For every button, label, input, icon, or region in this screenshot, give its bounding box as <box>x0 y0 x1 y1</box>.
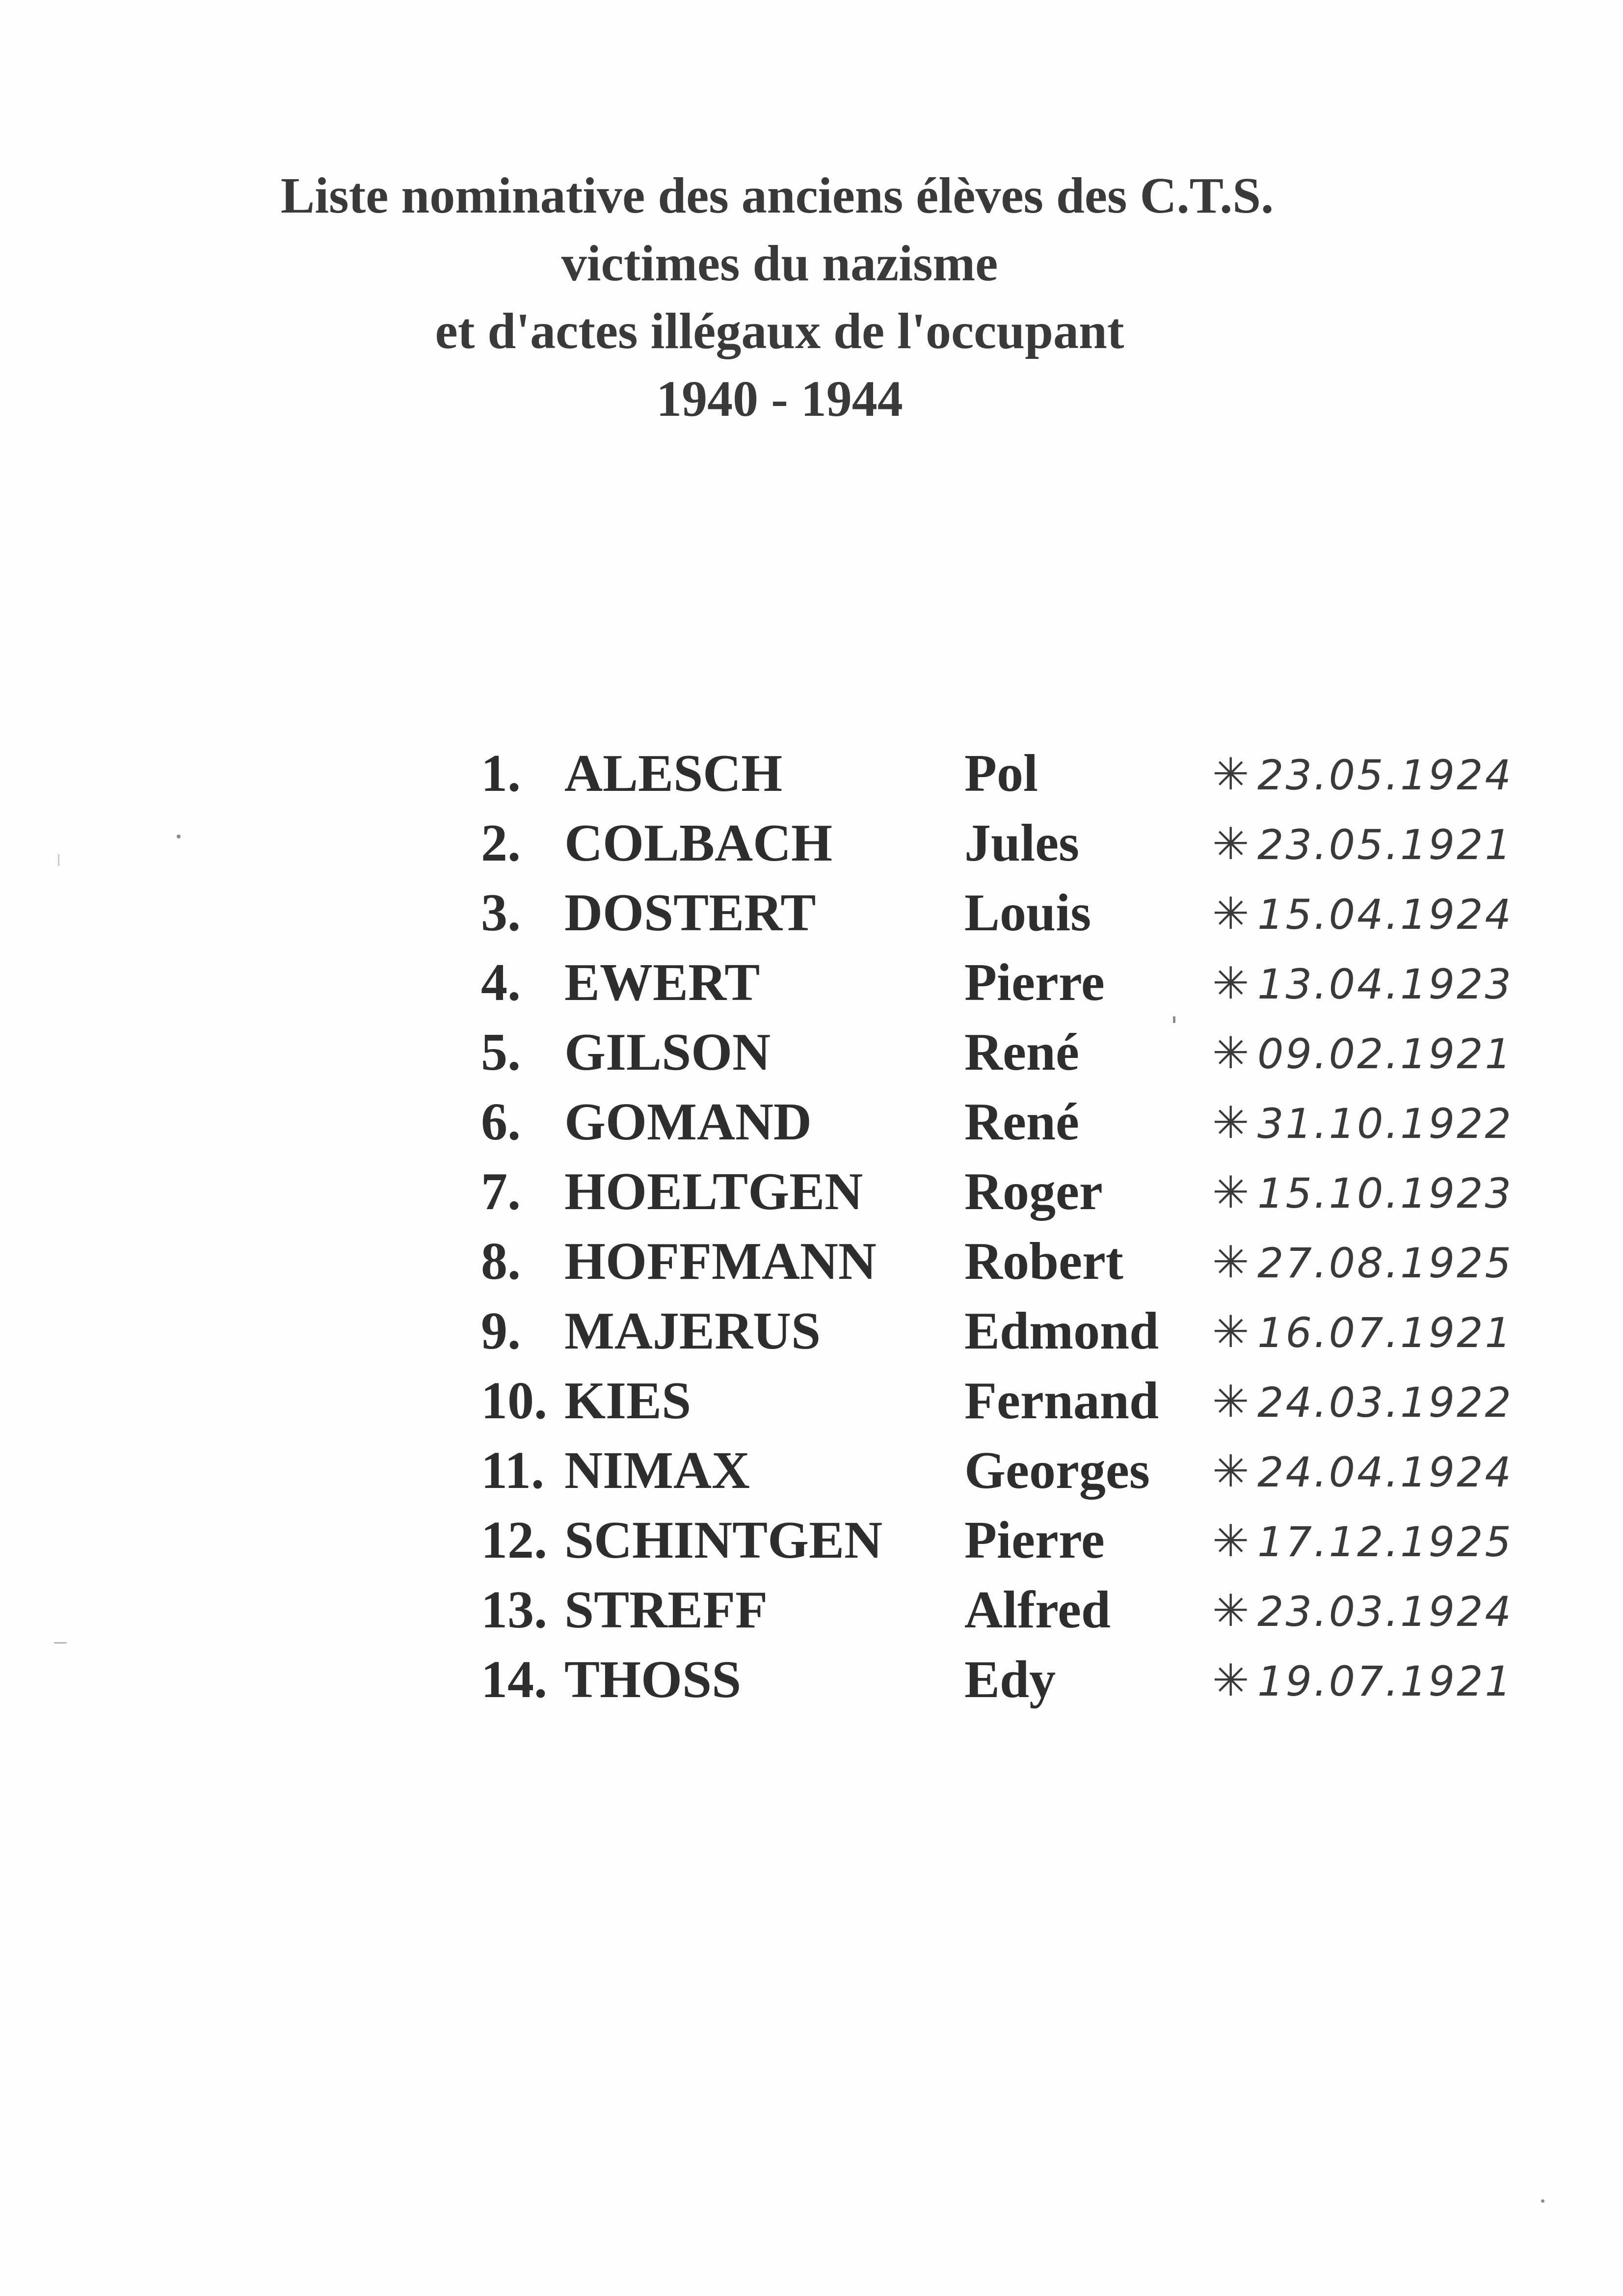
list-item <box>481 1436 1610 1506</box>
entry-surname: ALESCH <box>564 744 783 803</box>
list-item <box>481 809 1610 878</box>
list-item <box>481 1366 1610 1436</box>
entry-birth <box>1212 1091 1513 1156</box>
entry-number: 2. <box>481 814 521 872</box>
scan-speck <box>1173 1016 1175 1023</box>
entry-number: 11. <box>481 1441 545 1500</box>
document-title <box>0 162 1623 433</box>
entry-number: 7. <box>481 1162 521 1221</box>
entry-birth-date: 15.04.1924 <box>1257 891 1513 939</box>
birth-asterisk-icon: ✳ <box>1212 1655 1251 1706</box>
list-item <box>481 948 1610 1018</box>
entry-surname: STREFF <box>564 1581 768 1639</box>
entry-birth-date: 23.05.1921 <box>1257 821 1513 869</box>
list-item <box>481 1645 1610 1715</box>
entry-birth <box>1212 1300 1513 1365</box>
title-line-2: victimes du nazisme <box>561 235 998 292</box>
scan-speck <box>177 835 181 838</box>
birth-asterisk-icon: ✳ <box>1212 1446 1251 1497</box>
entry-birth-date: 23.03.1924 <box>1257 1588 1513 1636</box>
birth-asterisk-icon: ✳ <box>1212 1585 1251 1637</box>
list-item <box>481 1018 1610 1087</box>
entry-birth <box>1212 1370 1513 1434</box>
entry-number: 3. <box>481 884 521 942</box>
entry-firstname: Edy <box>964 1650 1056 1709</box>
entry-number: 14. <box>481 1650 547 1709</box>
list-item <box>481 1506 1610 1575</box>
birth-asterisk-icon: ✳ <box>1212 1515 1251 1567</box>
birth-asterisk-icon: ✳ <box>1212 1097 1251 1149</box>
entry-birth <box>1212 743 1513 807</box>
list-item <box>481 1157 1610 1227</box>
birth-asterisk-icon: ✳ <box>1212 1027 1251 1079</box>
entry-surname: HOELTGEN <box>564 1162 863 1221</box>
list-item <box>481 739 1610 809</box>
entry-surname: KIES <box>564 1372 692 1430</box>
entry-birth <box>1212 812 1513 877</box>
entry-surname: NIMAX <box>564 1441 750 1500</box>
entry-firstname: René <box>964 1023 1079 1081</box>
birth-asterisk-icon: ✳ <box>1212 1306 1251 1358</box>
birth-asterisk-icon: ✳ <box>1212 749 1251 800</box>
entry-surname: MAJERUS <box>564 1302 821 1360</box>
scan-speck <box>1541 2199 1544 2203</box>
entry-firstname: Robert <box>964 1232 1123 1291</box>
title-line-3: et d'actes illégaux de l'occupant <box>435 303 1124 359</box>
entry-firstname: Pierre <box>964 1511 1105 1569</box>
entry-birth <box>1212 1440 1513 1504</box>
entry-firstname: Roger <box>964 1162 1103 1221</box>
victim-list <box>481 739 1610 1715</box>
entry-birth-date: 09.02.1921 <box>1257 1030 1513 1078</box>
entry-number: 12. <box>481 1511 547 1569</box>
entry-birth-date: 16.07.1921 <box>1257 1309 1513 1357</box>
entry-birth-date: 17.12.1925 <box>1257 1518 1513 1566</box>
entry-birth-date: 27.08.1925 <box>1257 1239 1513 1287</box>
entry-firstname: Georges <box>964 1441 1150 1500</box>
entry-firstname: Fernand <box>964 1372 1159 1430</box>
entry-surname: GOMAND <box>564 1093 812 1151</box>
entry-surname: SCHINTGEN <box>564 1511 883 1569</box>
entry-number: 13. <box>481 1581 547 1639</box>
birth-asterisk-icon: ✳ <box>1212 958 1251 1009</box>
entry-number: 8. <box>481 1232 521 1291</box>
list-item <box>481 1087 1610 1157</box>
entry-surname: DOSTERT <box>564 884 816 942</box>
list-item <box>481 878 1610 948</box>
entry-birth-date: 23.05.1924 <box>1257 751 1513 799</box>
entry-firstname: Jules <box>964 814 1080 872</box>
entry-number: 9. <box>481 1302 521 1360</box>
entry-birth-date: 13.04.1923 <box>1257 960 1513 1008</box>
list-item <box>481 1227 1610 1297</box>
scan-speck <box>58 854 59 866</box>
entry-birth <box>1212 1231 1513 1295</box>
entry-firstname: René <box>964 1093 1079 1151</box>
entry-surname: EWERT <box>564 953 760 1012</box>
entry-firstname: Pol <box>964 744 1038 803</box>
entry-surname: COLBACH <box>564 814 833 872</box>
list-item <box>481 1575 1610 1645</box>
entry-firstname: Edmond <box>964 1302 1159 1360</box>
entry-number: 10. <box>481 1372 547 1430</box>
entry-birth-date: 15.10.1923 <box>1257 1169 1513 1217</box>
entry-birth <box>1212 1579 1513 1644</box>
entry-birth-date: 19.07.1921 <box>1257 1657 1513 1705</box>
entry-birth <box>1212 1649 1513 1713</box>
entry-birth-date: 24.04.1924 <box>1257 1448 1513 1496</box>
birth-asterisk-icon: ✳ <box>1212 818 1251 870</box>
birth-asterisk-icon: ✳ <box>1212 1237 1251 1288</box>
entry-surname: THOSS <box>564 1650 742 1709</box>
entry-birth-date: 24.03.1922 <box>1257 1378 1513 1427</box>
entry-firstname: Louis <box>964 884 1091 942</box>
birth-asterisk-icon: ✳ <box>1212 888 1251 940</box>
entry-firstname: Alfred <box>964 1581 1111 1639</box>
scan-speck <box>54 1642 67 1644</box>
entry-birth <box>1212 1161 1513 1225</box>
title-line-1: Liste nominative des anciens élèves des C.T.S. <box>280 167 1274 224</box>
entry-number: 4. <box>481 953 521 1012</box>
entry-birth <box>1212 952 1513 1016</box>
entry-birth <box>1212 882 1513 946</box>
entry-birth <box>1212 1022 1513 1086</box>
entry-surname: HOFFMANN <box>564 1232 877 1291</box>
entry-birth-date: 31.10.1922 <box>1257 1100 1513 1148</box>
entry-birth <box>1212 1510 1513 1574</box>
entry-number: 6. <box>481 1093 521 1151</box>
birth-asterisk-icon: ✳ <box>1212 1167 1251 1218</box>
entry-number: 5. <box>481 1023 521 1081</box>
list-item <box>481 1297 1610 1366</box>
entry-surname: GILSON <box>564 1023 771 1081</box>
birth-asterisk-icon: ✳ <box>1212 1376 1251 1428</box>
entry-number: 1. <box>481 744 521 803</box>
title-line-4: 1940 - 1944 <box>656 371 903 427</box>
entry-firstname: Pierre <box>964 953 1105 1012</box>
